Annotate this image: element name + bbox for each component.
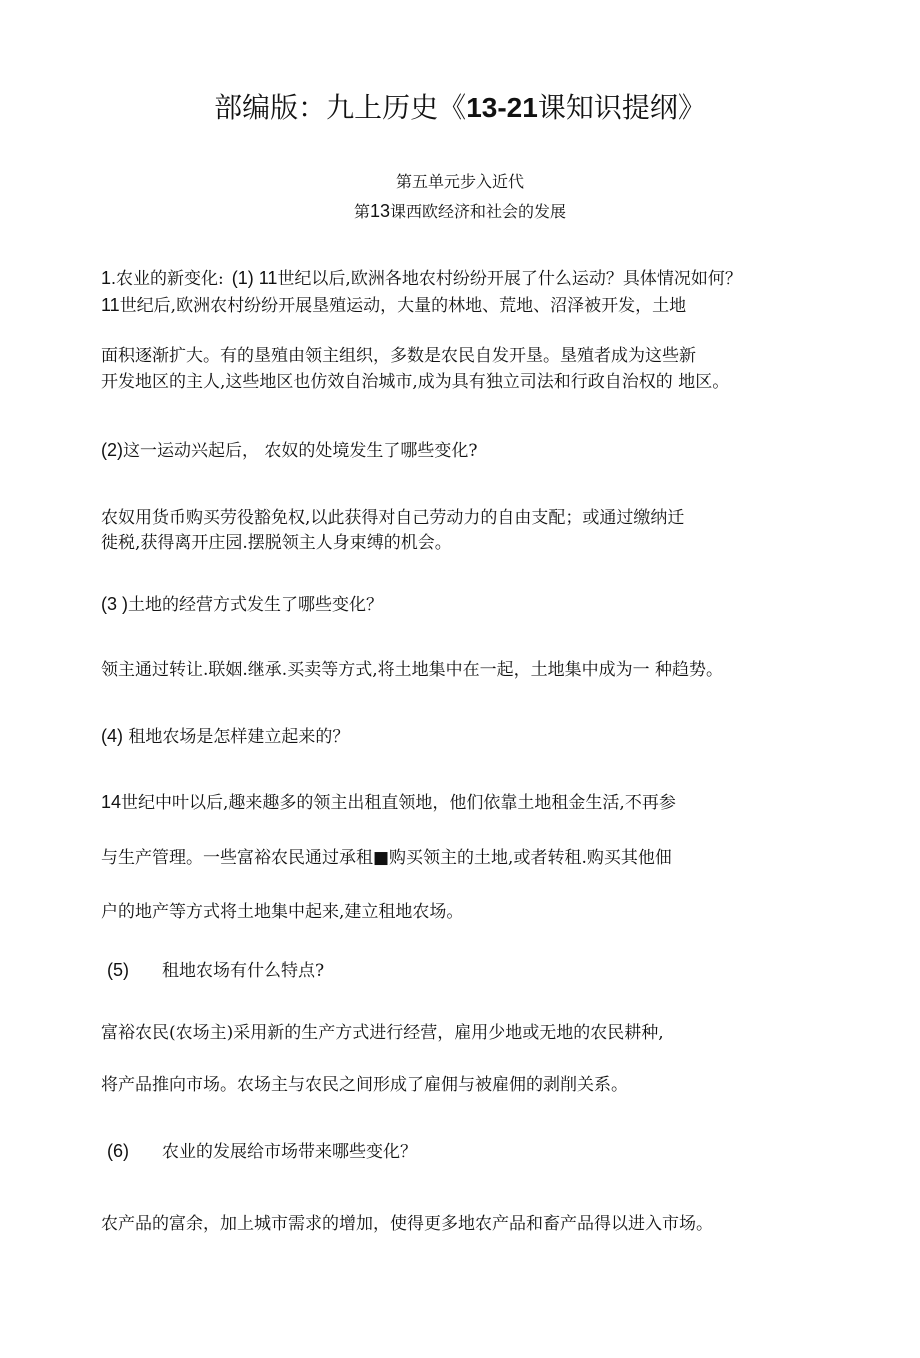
answer-6-line-1: 农产品的富余，加上城市需求的增加，使得更多地农产品和畜产品得以进入市场。 — [101, 1214, 713, 1234]
question-2 — [101, 438, 478, 463]
question-4-label: (4) — [101, 726, 123, 746]
lesson-prefix: 第 — [353, 202, 370, 221]
question-2-label: (2) — [101, 440, 123, 460]
question-4 — [101, 724, 349, 749]
unit-heading: 第五单元步入近代 — [395, 172, 524, 191]
answer-4-line-1-text: 世纪中叶以后,趣来趣多的领主出租直领地，他们依靠土地租金生活,不再参 — [121, 793, 676, 813]
question-1-number: 1. — [101, 268, 117, 288]
answer-1-line-1-num: 11 — [101, 295, 120, 315]
answer-4-line-2: 与生产管理。一些富裕农民通过承租■购买领主的土地,或者转租.购买其他佃 — [101, 848, 672, 868]
question-1 — [101, 266, 742, 291]
question-1-topic: 农业的新变化: — [116, 269, 224, 289]
answer-5-line-1: 富裕农民(农场主)采用新的生产方式进行经营，雇用少地或无地的农民耕种, — [101, 1023, 664, 1043]
question-6-text: 农业的发展给市场带来哪些变化？ — [162, 1142, 417, 1162]
title-range: 13-21 — [466, 92, 538, 123]
title-suffix: 课知识提纲》 — [537, 91, 706, 124]
question-3-text: 土地的经营方式发生了哪些变化？ — [128, 595, 383, 615]
question-6-label: (6) — [107, 1141, 129, 1161]
answer-4-line-1 — [101, 790, 676, 815]
page-title — [0, 88, 920, 128]
answer-4-line-3: 户的地产等方式将土地集中起来,建立租地农场。 — [101, 902, 464, 922]
answer-1-line-2: 面积逐渐扩大。有的垦殖由领主组织，多数是农民自发开垦。垦殖者成为这些新 — [101, 346, 696, 366]
title-prefix: 部编版：九上历史《 — [214, 91, 467, 124]
answer-2-line-2: 徙税,获得离开庄园.摆脱领主人身束缚的机会。 — [101, 533, 452, 553]
lesson-suffix: 课西欧经济和社会的发展 — [390, 202, 567, 221]
answer-1-line-1-text: 世纪后,欧洲农村纷纷开展垦殖运动，大量的林地、荒地、沼泽被开发，土地 — [119, 296, 687, 316]
answer-1-line-3: 开发地区的主人,这些地区也仿效自治城市,成为具有独立司法和行政自治权的 地区。 — [101, 372, 730, 392]
answer-4-line-1-num: 14 — [101, 792, 122, 812]
lesson-heading — [0, 199, 920, 224]
question-1-text: 世纪以后,欧洲各地农村纷纷开展了什么运动？具体情况如何？ — [277, 269, 742, 289]
answer-1-line-1 — [101, 293, 686, 318]
question-5-label: (5) — [107, 960, 129, 980]
question-1-sub-label: (1) 11 — [231, 268, 278, 288]
question-3-label: (3 ) — [101, 594, 128, 614]
question-3 — [101, 592, 383, 617]
question-5-text: 租地农场有什么特点? — [162, 961, 325, 981]
question-2-text: 这一运动兴起后， 农奴的处境发生了哪些变化? — [123, 441, 478, 461]
answer-2-line-1: 农奴用货币购买劳役豁免权,以此获得对自己劳动力的自由支配；或通过缴纳迁 — [101, 508, 685, 528]
lesson-number: 13 — [369, 201, 391, 221]
question-4-text: 租地农场是怎样建立起来的？ — [123, 727, 350, 747]
answer-3-line-1: 领主通过转让.联姻.继承.买卖等方式,将土地集中在一起，土地集中成为一 种趋势。 — [101, 660, 724, 680]
answer-5-line-2: 将产品推向市场。农场主与农民之间形成了雇佣与被雇佣的剥削关系。 — [101, 1075, 628, 1095]
